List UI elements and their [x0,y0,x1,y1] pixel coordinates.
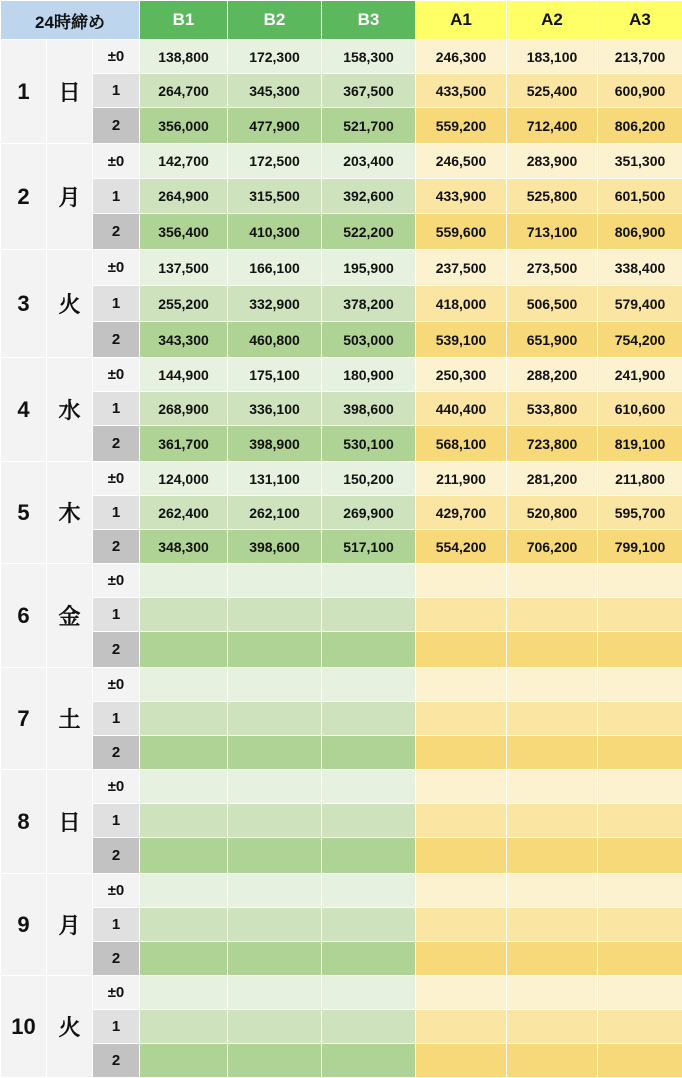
price-cell[interactable] [416,668,507,702]
price-cell[interactable] [416,702,507,736]
level-label: 2 [93,838,140,874]
level-label: 2 [93,322,140,358]
price-cell[interactable]: 595,700 [598,496,682,530]
price-cell[interactable]: 517,100 [322,530,416,564]
price-cell[interactable] [140,632,228,668]
price-cell[interactable]: 799,100 [598,530,682,564]
price-cell[interactable] [598,838,682,874]
weekday-label: 日 [47,40,93,144]
level-label: 1 [93,286,140,322]
table-row [1,564,682,598]
price-cell[interactable] [416,1010,507,1044]
price-cell[interactable]: 477,900 [228,108,322,144]
price-cell[interactable] [140,874,228,908]
price-cell[interactable]: 336,100 [228,392,322,426]
price-cell[interactable] [228,838,322,874]
level-label: ±0 [93,144,140,179]
price-cell[interactable] [228,908,322,942]
price-cell[interactable]: 601,500 [598,179,682,214]
price-cell[interactable] [140,668,228,702]
table-row [1,144,682,179]
price-cell[interactable] [598,564,682,598]
price-cell[interactable] [507,702,598,736]
price-cell[interactable] [228,1010,322,1044]
table-row [1,214,682,250]
price-cell[interactable] [507,668,598,702]
price-cell[interactable] [322,632,416,668]
table-row [1,108,682,144]
price-cell[interactable]: 166,100 [228,250,322,286]
price-cell[interactable]: 137,500 [140,250,228,286]
level-label: ±0 [93,250,140,286]
day-number: 3 [1,250,47,358]
weekday-label: 月 [47,144,93,250]
price-cell[interactable]: 440,400 [416,392,507,426]
price-cell[interactable] [228,770,322,804]
day-number: 5 [1,462,47,564]
price-cell[interactable]: 522,200 [322,214,416,250]
price-cell[interactable] [140,770,228,804]
price-cell[interactable]: 378,200 [322,286,416,322]
price-cell[interactable]: 410,300 [228,214,322,250]
price-cell[interactable] [322,874,416,908]
table-row [1,702,682,736]
price-cell[interactable] [598,598,682,632]
level-label: 1 [93,179,140,214]
price-cell[interactable]: 180,900 [322,358,416,392]
price-cell[interactable] [598,736,682,770]
price-cell[interactable] [322,942,416,976]
level-label: 2 [93,426,140,462]
column-header-b3: B3 [322,1,416,40]
price-cell[interactable] [598,1044,682,1078]
table-row [1,874,682,908]
price-cell[interactable] [228,598,322,632]
price-cell[interactable] [322,1010,416,1044]
price-cell[interactable]: 288,200 [507,358,598,392]
price-cell[interactable] [507,736,598,770]
price-cell[interactable]: 460,800 [228,322,322,358]
price-cell[interactable] [507,908,598,942]
price-cell[interactable] [228,1044,322,1078]
price-cell[interactable]: 361,700 [140,426,228,462]
table-row [1,908,682,942]
price-cell[interactable]: 506,500 [507,286,598,322]
day-number: 9 [1,874,47,976]
price-cell[interactable]: 213,700 [598,40,682,74]
table-row [1,496,682,530]
price-cell[interactable]: 706,200 [507,530,598,564]
level-label: 1 [93,392,140,426]
price-cell[interactable]: 806,200 [598,108,682,144]
price-cell[interactable]: 600,900 [598,74,682,108]
column-header-a2: A2 [507,1,598,40]
price-cell[interactable] [228,804,322,838]
price-cell[interactable]: 172,300 [228,40,322,74]
price-cell[interactable] [598,632,682,668]
day-number: 7 [1,668,47,770]
price-cell[interactable] [140,908,228,942]
price-cell[interactable] [598,770,682,804]
price-cell[interactable]: 433,500 [416,74,507,108]
price-cell[interactable] [140,564,228,598]
table-row [1,1044,682,1078]
price-cell[interactable]: 610,600 [598,392,682,426]
price-cell[interactable] [507,874,598,908]
column-header-a3: A3 [598,1,682,40]
price-cell[interactable]: 183,100 [507,40,598,74]
price-cell[interactable]: 150,200 [322,462,416,496]
price-cell[interactable] [140,838,228,874]
price-cell[interactable]: 433,900 [416,179,507,214]
price-cell[interactable]: 398,900 [228,426,322,462]
level-label: ±0 [93,462,140,496]
level-label: 1 [93,804,140,838]
price-cell[interactable]: 241,900 [598,358,682,392]
header-row [1,1,682,40]
price-cell[interactable]: 503,000 [322,322,416,358]
price-cell[interactable] [228,942,322,976]
table-row [1,250,682,286]
price-cell[interactable] [140,942,228,976]
level-label: 1 [93,702,140,736]
price-cell[interactable]: 525,800 [507,179,598,214]
price-cell[interactable] [416,632,507,668]
table-row [1,942,682,976]
price-cell[interactable]: 283,900 [507,144,598,179]
level-label: 1 [93,1010,140,1044]
price-cell[interactable] [416,838,507,874]
price-cell[interactable] [140,1010,228,1044]
table-row [1,632,682,668]
price-cell[interactable]: 332,900 [228,286,322,322]
price-cell[interactable] [140,976,228,1010]
price-cell[interactable] [322,976,416,1010]
weekday-label: 木 [47,462,93,564]
level-label: ±0 [93,770,140,804]
price-cell[interactable]: 521,700 [322,108,416,144]
price-cell[interactable]: 398,600 [322,392,416,426]
table-row [1,358,682,392]
price-cell[interactable] [507,1010,598,1044]
price-cell[interactable] [507,770,598,804]
table-row [1,286,682,322]
price-cell[interactable] [228,976,322,1010]
price-cell[interactable] [322,668,416,702]
weekday-label: 日 [47,770,93,874]
price-cell[interactable]: 175,100 [228,358,322,392]
table-row [1,976,682,1010]
level-label: ±0 [93,564,140,598]
price-cell[interactable] [322,564,416,598]
price-cell[interactable] [598,908,682,942]
price-cell[interactable] [598,976,682,1010]
price-cell[interactable]: 158,300 [322,40,416,74]
price-cell[interactable]: 398,600 [228,530,322,564]
price-cell[interactable] [140,702,228,736]
price-cell[interactable] [228,874,322,908]
price-cell[interactable]: 554,200 [416,530,507,564]
price-cell[interactable]: 579,400 [598,286,682,322]
price-cell[interactable]: 651,900 [507,322,598,358]
price-cell[interactable]: 356,400 [140,214,228,250]
level-label: 2 [93,214,140,250]
price-cell[interactable]: 262,400 [140,496,228,530]
level-label: 2 [93,942,140,976]
price-cell[interactable]: 211,800 [598,462,682,496]
table-row [1,462,682,496]
price-cell[interactable]: 262,100 [228,496,322,530]
column-header-a1: A1 [416,1,507,40]
price-cell[interactable] [416,598,507,632]
table-row [1,179,682,214]
weekday-label: 金 [47,564,93,668]
price-cell[interactable]: 351,300 [598,144,682,179]
table-row [1,322,682,358]
price-cell[interactable]: 367,500 [322,74,416,108]
price-cell[interactable] [416,942,507,976]
price-cell[interactable] [322,770,416,804]
price-cell[interactable]: 315,500 [228,179,322,214]
price-cell[interactable] [416,770,507,804]
level-label: ±0 [93,358,140,392]
price-cell[interactable] [507,838,598,874]
weekday-label: 火 [47,976,93,1078]
table-row [1,736,682,770]
price-cell[interactable]: 138,800 [140,40,228,74]
price-cell[interactable] [507,564,598,598]
price-cell[interactable]: 255,200 [140,286,228,322]
price-cell[interactable]: 211,900 [416,462,507,496]
price-cell[interactable] [322,598,416,632]
day-number: 1 [1,40,47,144]
price-cell[interactable]: 539,100 [416,322,507,358]
price-cell[interactable] [598,804,682,838]
price-cell[interactable] [322,838,416,874]
price-cell[interactable] [322,736,416,770]
table-row [1,1010,682,1044]
price-cell[interactable]: 520,800 [507,496,598,530]
price-cell[interactable]: 131,100 [228,462,322,496]
price-cell[interactable] [416,804,507,838]
price-cell[interactable]: 559,200 [416,108,507,144]
price-cell[interactable] [416,874,507,908]
price-cell[interactable] [598,942,682,976]
table-row [1,530,682,564]
table-row [1,40,682,74]
level-label: 2 [93,736,140,770]
corner-header: 24時締め [1,1,140,40]
level-label: 2 [93,108,140,144]
price-cell[interactable]: 392,600 [322,179,416,214]
table-row [1,74,682,108]
price-cell[interactable]: 338,400 [598,250,682,286]
column-header-b1: B1 [140,1,228,40]
price-cell[interactable]: 195,900 [322,250,416,286]
level-label: 1 [93,74,140,108]
price-cell[interactable] [507,942,598,976]
weekday-label: 水 [47,358,93,462]
price-cell[interactable] [140,1044,228,1078]
price-cell[interactable] [507,976,598,1010]
price-cell[interactable]: 172,500 [228,144,322,179]
price-cell[interactable] [322,1044,416,1078]
price-cell[interactable] [228,632,322,668]
price-cell[interactable] [416,564,507,598]
price-cell[interactable]: 343,300 [140,322,228,358]
table-row [1,598,682,632]
price-cell[interactable]: 124,000 [140,462,228,496]
price-cell[interactable]: 348,300 [140,530,228,564]
price-cell[interactable]: 568,100 [416,426,507,462]
price-cell[interactable] [140,736,228,770]
level-label: 2 [93,530,140,564]
price-cell[interactable]: 246,300 [416,40,507,74]
table-row [1,426,682,462]
level-label: ±0 [93,874,140,908]
level-label: 1 [93,598,140,632]
day-number: 6 [1,564,47,668]
price-cell[interactable] [322,702,416,736]
price-cell[interactable] [416,908,507,942]
price-cell[interactable]: 250,300 [416,358,507,392]
level-label: ±0 [93,976,140,1010]
price-cell[interactable] [322,804,416,838]
price-cell[interactable]: 559,600 [416,214,507,250]
price-cell[interactable]: 264,900 [140,179,228,214]
table-row [1,770,682,804]
price-cell[interactable]: 273,500 [507,250,598,286]
price-cell[interactable]: 203,400 [322,144,416,179]
day-number: 10 [1,976,47,1078]
price-cell[interactable]: 356,000 [140,108,228,144]
price-cell[interactable] [322,908,416,942]
price-cell[interactable]: 533,800 [507,392,598,426]
price-cell[interactable] [507,598,598,632]
price-cell[interactable]: 269,900 [322,496,416,530]
table-row [1,392,682,426]
level-label: 2 [93,632,140,668]
table-row [1,838,682,874]
price-cell[interactable]: 754,200 [598,322,682,358]
price-cell[interactable] [598,668,682,702]
day-number: 8 [1,770,47,874]
weekday-label: 月 [47,874,93,976]
price-cell[interactable]: 144,900 [140,358,228,392]
weekday-label: 火 [47,250,93,358]
price-cell[interactable] [416,736,507,770]
table-row [1,804,682,838]
level-label: ±0 [93,668,140,702]
price-cell[interactable] [598,874,682,908]
table-body [1,40,682,1078]
price-cell[interactable] [507,632,598,668]
table-row [1,668,682,702]
level-label: 1 [93,496,140,530]
price-cell[interactable]: 264,700 [140,74,228,108]
price-cell[interactable]: 345,300 [228,74,322,108]
price-cell[interactable] [416,976,507,1010]
price-cell[interactable]: 281,200 [507,462,598,496]
price-cell[interactable]: 712,400 [507,108,598,144]
day-number: 2 [1,144,47,250]
column-header-b2: B2 [228,1,322,40]
level-label: 2 [93,1044,140,1078]
price-cell[interactable]: 268,900 [140,392,228,426]
price-cell[interactable]: 713,100 [507,214,598,250]
price-cell[interactable] [228,668,322,702]
price-cell[interactable] [228,564,322,598]
price-cell[interactable] [140,598,228,632]
price-cell[interactable] [140,804,228,838]
price-cell[interactable] [598,1010,682,1044]
price-cell[interactable]: 723,800 [507,426,598,462]
price-cell[interactable] [228,702,322,736]
price-cell[interactable]: 819,100 [598,426,682,462]
price-cell[interactable]: 418,000 [416,286,507,322]
price-cell[interactable] [507,804,598,838]
price-cell[interactable]: 246,500 [416,144,507,179]
price-cell[interactable]: 142,700 [140,144,228,179]
price-cell[interactable] [598,702,682,736]
level-label: 1 [93,908,140,942]
day-number: 4 [1,358,47,462]
price-cell[interactable]: 525,400 [507,74,598,108]
price-cell[interactable]: 429,700 [416,496,507,530]
price-cell[interactable]: 806,900 [598,214,682,250]
price-cell[interactable] [507,1044,598,1078]
price-cell[interactable]: 530,100 [322,426,416,462]
price-cell[interactable] [416,1044,507,1078]
level-label: ±0 [93,40,140,74]
weekday-label: 土 [47,668,93,770]
price-cell[interactable] [228,736,322,770]
price-cell[interactable]: 237,500 [416,250,507,286]
